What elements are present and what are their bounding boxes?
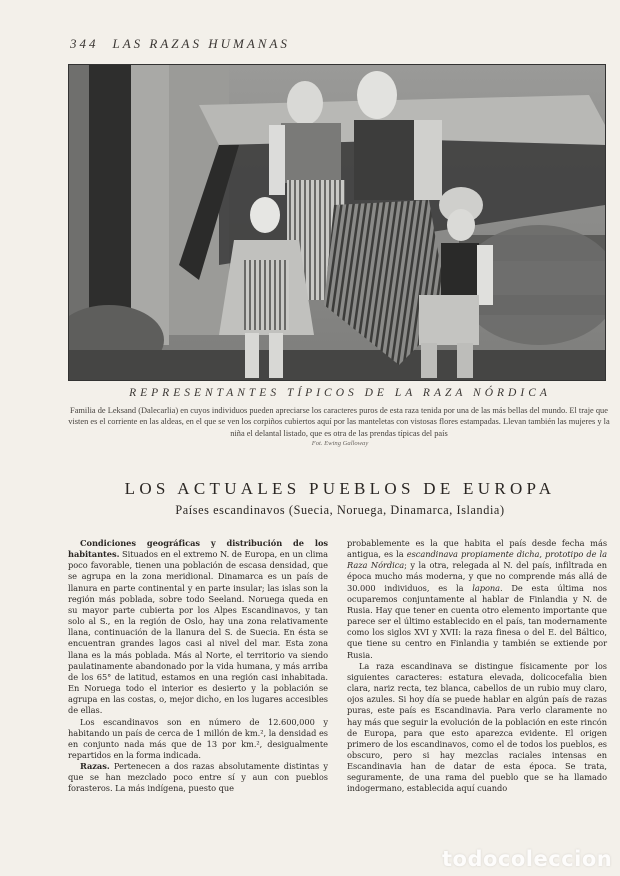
paragraph-text: Situados en el extremo N. de Europa, en un clima poco favorable, tienen una población de escasa densidad, que se agrupa en la zona meridional. Dinamarca es un país de llanura en parte continental y en parte insular; las islas son la región más poblada, sobre todo Seeland. Noruega queda en su mayor parte cubierta por los Alpes Escandinavos, y tan solo al S., en la región de Oslo, hay una zona relativamente llana, continuación de la llanura del S. de Suecia. En ésta se encuentran grandes lagos casi al nivel del mar. Esta zona llana es la más poblada. Más al Norte, el territorio va siendo paulatinamente abandonado por la vida humana, y más arriba de los 65° de latitud, estamos en una región casi inhabitada. En Noruega todo el interior es desierto y la población se agrupa en las costas, o, mejor dicho, en los lugares accesibles de ellas. <box>68 549 328 716</box>
italic-term: lapona <box>472 582 500 593</box>
running-title: LAS RAZAS HUMANAS <box>112 36 290 51</box>
paragraph-physical-traits: La raza escandinava se distingue físicamente por los siguientes caracteres: estatura elevada, dolicocefalia bien clara, nariz recta, tez blanca, cabellos de un rubio muy claro, ojos azules. Si hoy día se puede hablar en algún país de razas puras, este país es Escandinavia. Para verlo claramente no hay más que seguir la evolución de la población en este rincón de Europa, para que esto aparezca evidente. El origen primero de los escandinavos, como el de todos los pueblos, es obscuro, pero si hay mezclas raciales intensas en Escandinavia han de datar de esta época. Se trata, seguramente, de una rama del pueblo que se ha llamado indogermano, establecida aquí cuando <box>347 660 607 794</box>
article-title: LOS ACTUALES PUEBLOS DE EUROPA <box>124 479 556 498</box>
watermark: todocoleccion <box>442 847 613 871</box>
section-heading-conditions: Condiciones geográficas y distribución de los habitantes. <box>68 538 328 560</box>
italic-term: escandinava propiamente dicha, prototipo de la Raza Nórdica <box>347 549 607 571</box>
paragraph-races-continued <box>347 538 607 661</box>
right-column <box>347 538 607 795</box>
paragraph-text: probablemente es la que habita el país desde fecha más antigua, es la <box>347 538 607 560</box>
photo-credit: Fot. Ewing Galloway <box>311 440 369 447</box>
paragraph-text: ; y la otra, relegada al N. del país, infiltrada en época mucho más moderna, y que no comprende más allá de 30.000 individuos, es la <box>347 560 607 593</box>
paragraph-races <box>68 761 328 794</box>
paragraph-text: Pertenecen a dos razas absolutamente distintas y que se han mezclado poco entre sí y aun con pueblos forasteros. La más indígena, puesto que <box>68 761 328 794</box>
photo-illustration <box>69 65 605 380</box>
paragraph-population: Los escandinavos son en número de 12.600,000 y habitando un país de cerca de 1 millón de km.², la densidad es en conjunto nada más que de 13 por km.², desigualmente repartidos en la forma indicada. <box>68 716 328 760</box>
family-photograph <box>68 64 606 381</box>
paragraph-conditions <box>68 538 328 717</box>
running-head <box>70 36 290 52</box>
article-subtitle: Países escandinavos (Suecia, Noruega, Dinamarca, Islandia) <box>175 503 505 517</box>
paragraph-text: . De esta última nos ocuparemos conjuntamente al hablar de Finlandia y N. de Rusia. Hay que tener en cuenta otro elemento importante que parece ser el último establecido en el país, tan modernamente como los siglos XVI y XVII: la raza finesa o del E. del Báltico, que tiene su centro en Finlandia y también se extiende por Rusia. <box>347 582 607 660</box>
left-column <box>68 538 328 795</box>
section-heading-races: Razas. <box>80 761 110 772</box>
photo-caption-title: REPRESENTANTES TÍPICOS DE LA RAZA NÓRDICA <box>129 387 551 399</box>
photo-caption-body: Familia de Leksand (Dalecarlia) en cuyos individuos pueden apreciarse los caracteres puros de esta raza tenida por una de las más bellas del mundo. El traje que visten es el corriente en las aldeas, en el que se ven los corpiños cubiertos aquí por las manteletas con vistosas flores estampadas. Llevan también las mujeres y la niña el delantal listado, que es otra de las prendas típicas del país <box>68 406 610 438</box>
page-number: 344 <box>70 36 99 51</box>
